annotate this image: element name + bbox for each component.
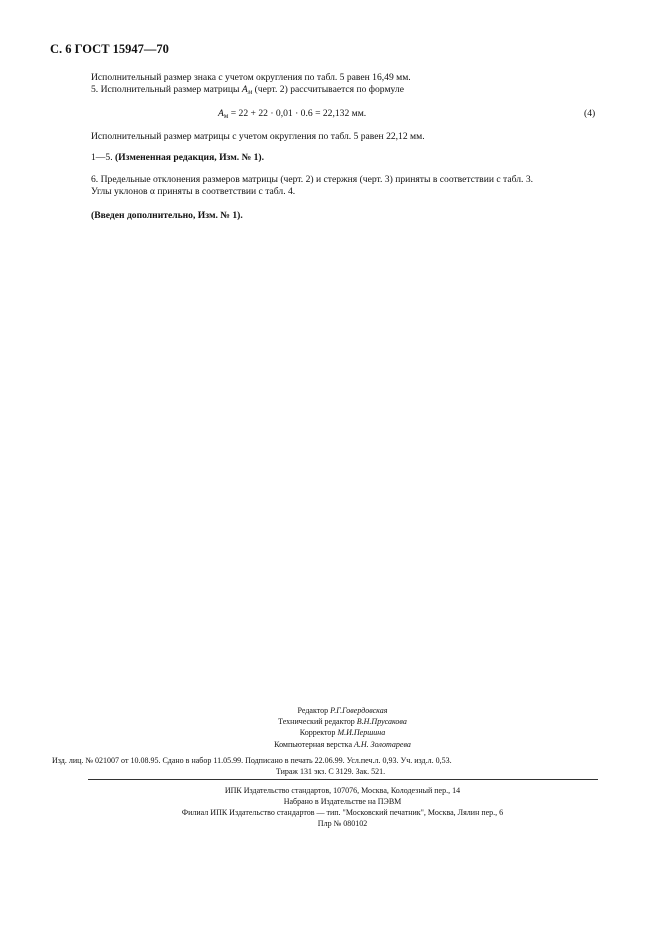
- paragraph-matrix-formula-intro: [91, 84, 404, 96]
- imprint-line: Плр № 080102: [317, 819, 368, 828]
- credit-line: [0, 705, 661, 716]
- credit-role: Корректор: [299, 728, 338, 738]
- credit-role: Редактор: [297, 706, 331, 715]
- credit-name: М.И.Першина: [337, 728, 386, 738]
- text-fragment: 5. Исполнительный размер матрицы: [91, 84, 242, 95]
- publication-details: Изд. лиц. № 021007 от 10.08.95. Сдано в набор 11.05.99. Подписано в печать 22.06.99. Усл.печ.л. 0,93. Уч. изд.л. 0,53.: [52, 756, 452, 765]
- credit-line: [0, 727, 661, 738]
- paragraph-matrix-size: Исполнительный размер матрицы с учетом округления по табл. 5 равен 22,12 мм.: [91, 131, 425, 142]
- paragraph-angles: Углы уклонов α приняты в соответствии с табл. 4.: [91, 186, 296, 197]
- text-fragment: 1—5.: [91, 152, 115, 163]
- credit-name: В.Н.Прусакова: [356, 717, 407, 727]
- credit-name: Р.Г.Говердовская: [330, 706, 388, 715]
- credit-line: [0, 739, 661, 750]
- formula-variable: А: [218, 108, 224, 119]
- credit-role: Технический редактор: [278, 717, 357, 727]
- divider: [88, 779, 598, 780]
- formula-subscript: м: [223, 112, 229, 120]
- page-header: С. 6 ГОСТ 15947—70: [50, 42, 169, 56]
- amendment-note: (Измененная редакция, Изм. № 1).: [114, 152, 265, 163]
- formula: [218, 108, 366, 120]
- credits-block: [0, 705, 661, 750]
- formula-variable: А: [241, 84, 248, 95]
- formula-expression: = 22 + 22 · 0,01 · 0.6 = 22,132 мм.: [228, 108, 367, 119]
- publication-print-run: Тираж 131 экз. С 3129. Зак. 521.: [275, 767, 386, 776]
- amendment-note-added: (Введен дополнительно, Изм. № 1).: [91, 210, 243, 221]
- imprint-line: ИПК Издательство стандартов, 107076, Москва, Колодезный пер., 14: [224, 786, 461, 795]
- paragraph-sign-size: Исполнительный размер знака с учетом округления по табл. 5 равен 16,49 мм.: [91, 72, 411, 83]
- imprint-line: Набрано в Издательстве на ПЭВМ: [283, 797, 402, 806]
- paragraph-amendment: [91, 152, 264, 163]
- credit-name: А.Н. Золотарева: [354, 739, 411, 749]
- paragraph-tolerances: 6. Предельные отклонения размеров матрицы (черт. 2) и стержня (черт. 3) приняты в соответствии с табл. 3.: [91, 174, 534, 185]
- credit-line: [0, 716, 661, 727]
- imprint-line: Филиал ИПК Издательство стандартов — тип. "Московский печатник", Москва, Лялин пер., 6: [181, 808, 504, 817]
- imprint-block: [0, 785, 661, 829]
- formula-number: (4): [584, 108, 596, 119]
- credit-role: Компьютерная верстка: [274, 739, 354, 749]
- text-fragment: (черт. 2) рассчитывается по формуле: [252, 84, 404, 95]
- formula-subscript: м: [247, 88, 253, 96]
